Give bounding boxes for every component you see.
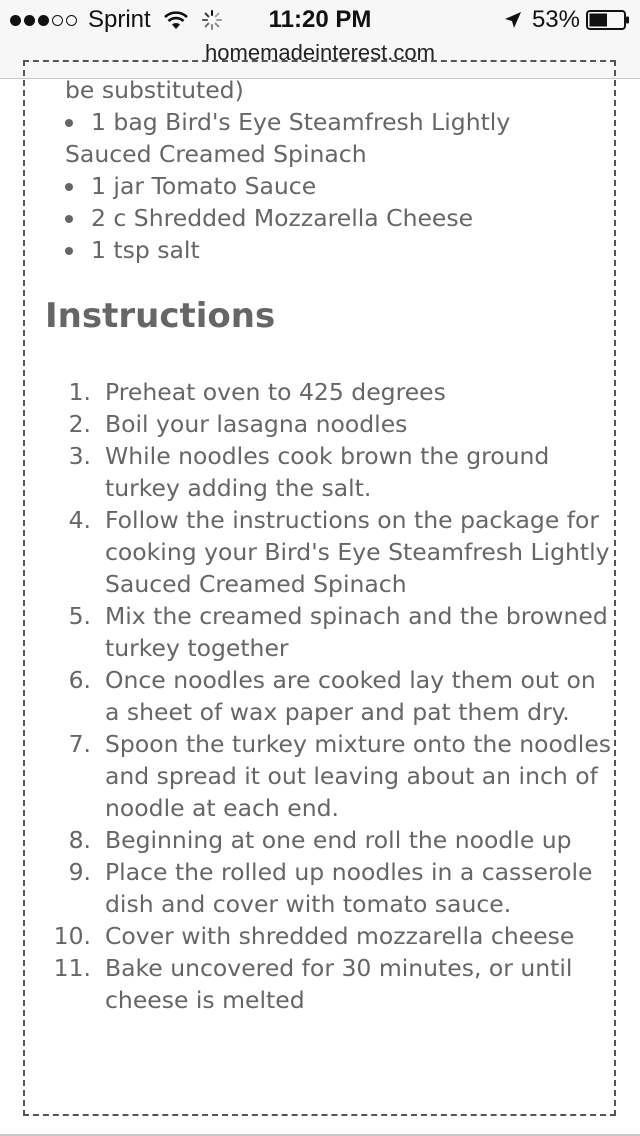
list-item: 2 c Shredded Mozzarella Cheese bbox=[65, 202, 610, 234]
list-item: 7. Spoon the turkey mixture onto the noodles and spread it out leaving about an inch of noodle at each end. bbox=[68, 730, 612, 822]
location-arrow-icon bbox=[504, 11, 522, 29]
list-item: 4. Follow the instructions on the package for cooking your Bird's Eye Steamfresh Lightly Sauced Creamed Spinach bbox=[68, 506, 610, 598]
status-bar bbox=[0, 0, 640, 40]
list-item: Sauced Creamed Spinach bbox=[65, 140, 367, 168]
list-item: 9. Place the rolled up noodles in a casserole dish and cover with tomato sauce. bbox=[68, 858, 593, 918]
bullet-icon bbox=[65, 247, 73, 255]
list-item: 3. While noodles cook brown the ground turkey adding the salt. bbox=[68, 442, 550, 502]
bullet-icon bbox=[65, 215, 73, 223]
url-domain[interactable]: homemadeinterest.com bbox=[205, 40, 435, 65]
instructions-list bbox=[45, 376, 615, 1016]
status-right bbox=[504, 6, 630, 34]
bullet-icon bbox=[65, 183, 73, 191]
list-item: 8. Beginning at one end roll the noodle up bbox=[68, 826, 572, 854]
recipe-card bbox=[23, 60, 616, 1116]
list-item: be substituted) bbox=[65, 76, 244, 104]
list-item: 6. Once noodles are cooked lay them out on a sheet of wax paper and pat them dry. bbox=[68, 666, 596, 726]
bullet-icon bbox=[65, 119, 73, 127]
list-item: 11. Bake uncovered for 30 minutes, or until cheese is melted bbox=[53, 954, 573, 1014]
battery-percent: 53% bbox=[531, 6, 580, 33]
instructions-heading: Instructions bbox=[45, 296, 276, 336]
ingredient-list bbox=[65, 74, 610, 266]
list-item: 2. Boil your lasagna noodles bbox=[68, 410, 408, 438]
battery-icon bbox=[586, 10, 630, 30]
list-item: 5. Mix the creamed spinach and the browned turkey together bbox=[68, 602, 608, 662]
clock-time: 11:20 PM bbox=[268, 6, 372, 33]
list-item: 1 jar Tomato Sauce bbox=[65, 170, 610, 202]
list-item: 1 bag Bird's Eye Steamfresh Lightly bbox=[65, 106, 610, 138]
carrier-name: Sprint bbox=[88, 6, 151, 33]
list-item: 1 tsp salt bbox=[65, 234, 610, 266]
list-item: 1. Preheat oven to 425 degrees bbox=[68, 378, 446, 406]
list-item: 10. Cover with shredded mozzarella cheese bbox=[53, 922, 575, 950]
